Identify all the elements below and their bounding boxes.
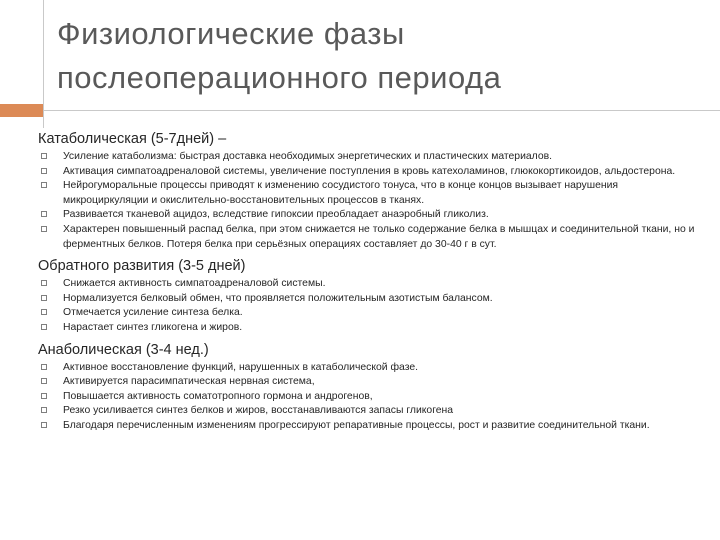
section-reverse-development <box>38 256 706 335</box>
list-item-text: Активация симпатоадреналовой системы, увеличение поступления в кровь катехоламинов, глюкокортикоидов, альдостерона. <box>63 165 676 177</box>
list-item-text: Активируется парасимпатическая нервная система, <box>63 376 315 388</box>
square-bullet-icon <box>41 153 47 159</box>
list-item-text: Снижается активность симпатоадреналовой системы. <box>63 278 326 290</box>
list-item <box>38 375 706 390</box>
square-bullet-icon <box>41 309 47 315</box>
list-item <box>38 390 706 405</box>
list-item-text: Нарастает синтез гликогена и жиров. <box>63 321 243 333</box>
list-item <box>38 165 706 180</box>
bullet-list <box>38 277 706 335</box>
square-bullet-icon <box>41 168 47 174</box>
list-item-text: Благодаря перечисленным изменениям прогрессируют репаративные процессы, рост и развитие соединительной ткани. <box>63 419 650 431</box>
square-bullet-icon <box>41 211 47 217</box>
square-bullet-icon <box>41 378 47 384</box>
square-bullet-icon <box>41 295 47 301</box>
slide-title <box>57 12 697 100</box>
list-item <box>38 306 706 321</box>
slide-content <box>38 129 706 438</box>
square-bullet-icon <box>41 182 47 188</box>
section-catabolic <box>38 129 706 252</box>
list-item-text: Отмечается усиление синтеза белка. <box>63 307 243 319</box>
horizontal-divider-line <box>0 110 720 111</box>
list-item-text: Усиление катаболизма: быстрая доставка необходимых энергетических и пластических материалов. <box>63 151 553 162</box>
section-anabolic <box>38 340 706 434</box>
section-heading: Катаболическая (5-7дней) – <box>38 131 227 147</box>
list-item-text: Нормализуется белковый обмен, что проявляется положительным азотистым балансом. <box>63 292 493 304</box>
square-bullet-icon <box>41 393 47 399</box>
list-item <box>38 419 706 434</box>
slide-title-line-2: послеоперационного периода <box>57 60 502 95</box>
square-bullet-icon <box>41 226 47 232</box>
list-item-text: Активное восстановление функций, нарушенных в катаболической фазе. <box>63 361 419 373</box>
square-bullet-icon <box>41 422 47 428</box>
list-item-text: Характерен повышенный распад белка, при этом снижается не только содержание белка в мышцах и соединительной ткани, но и ферментных белков. Потеря белка при серьёзных операциях составляет до 30-40 г в сут. <box>63 223 695 250</box>
list-item-text: Повышается активность соматотропного гормона и андрогенов, <box>63 390 373 402</box>
list-item <box>38 223 706 252</box>
section-heading: Анаболическая (3-4 нед.) <box>38 341 209 358</box>
slide-title-line-1: Физиологические фазы <box>57 16 405 51</box>
section-heading: Обратного развития (3-5 дней) <box>38 258 246 275</box>
square-bullet-icon <box>41 364 47 370</box>
square-bullet-icon <box>41 407 47 413</box>
list-item-text: Развивается тканевой ацидоз, вследствие гипоксии преобладает анаэробный гликолиз. <box>63 209 489 221</box>
list-item <box>38 150 706 165</box>
list-item-text: Резко усиливается синтез белков и жиров, восстанавливаются запасы гликогена <box>63 405 454 417</box>
list-item-text: Нейрогуморальные процессы приводят к изменению сосудистого тонуса, что в конце концов вызывает нарушения микроциркуляции и окислительно-восстановительных процессов в тканях. <box>63 180 619 206</box>
square-bullet-icon <box>41 280 47 286</box>
list-item <box>38 321 706 336</box>
list-item <box>38 292 706 307</box>
bullet-list <box>38 361 706 434</box>
list-item <box>38 208 706 223</box>
square-bullet-icon <box>41 324 47 330</box>
accent-bar <box>0 104 43 117</box>
list-item <box>38 179 706 208</box>
list-item <box>38 361 706 376</box>
list-item <box>38 277 706 292</box>
vertical-divider-line <box>43 0 44 128</box>
bullet-list <box>38 150 706 252</box>
list-item <box>38 404 706 419</box>
